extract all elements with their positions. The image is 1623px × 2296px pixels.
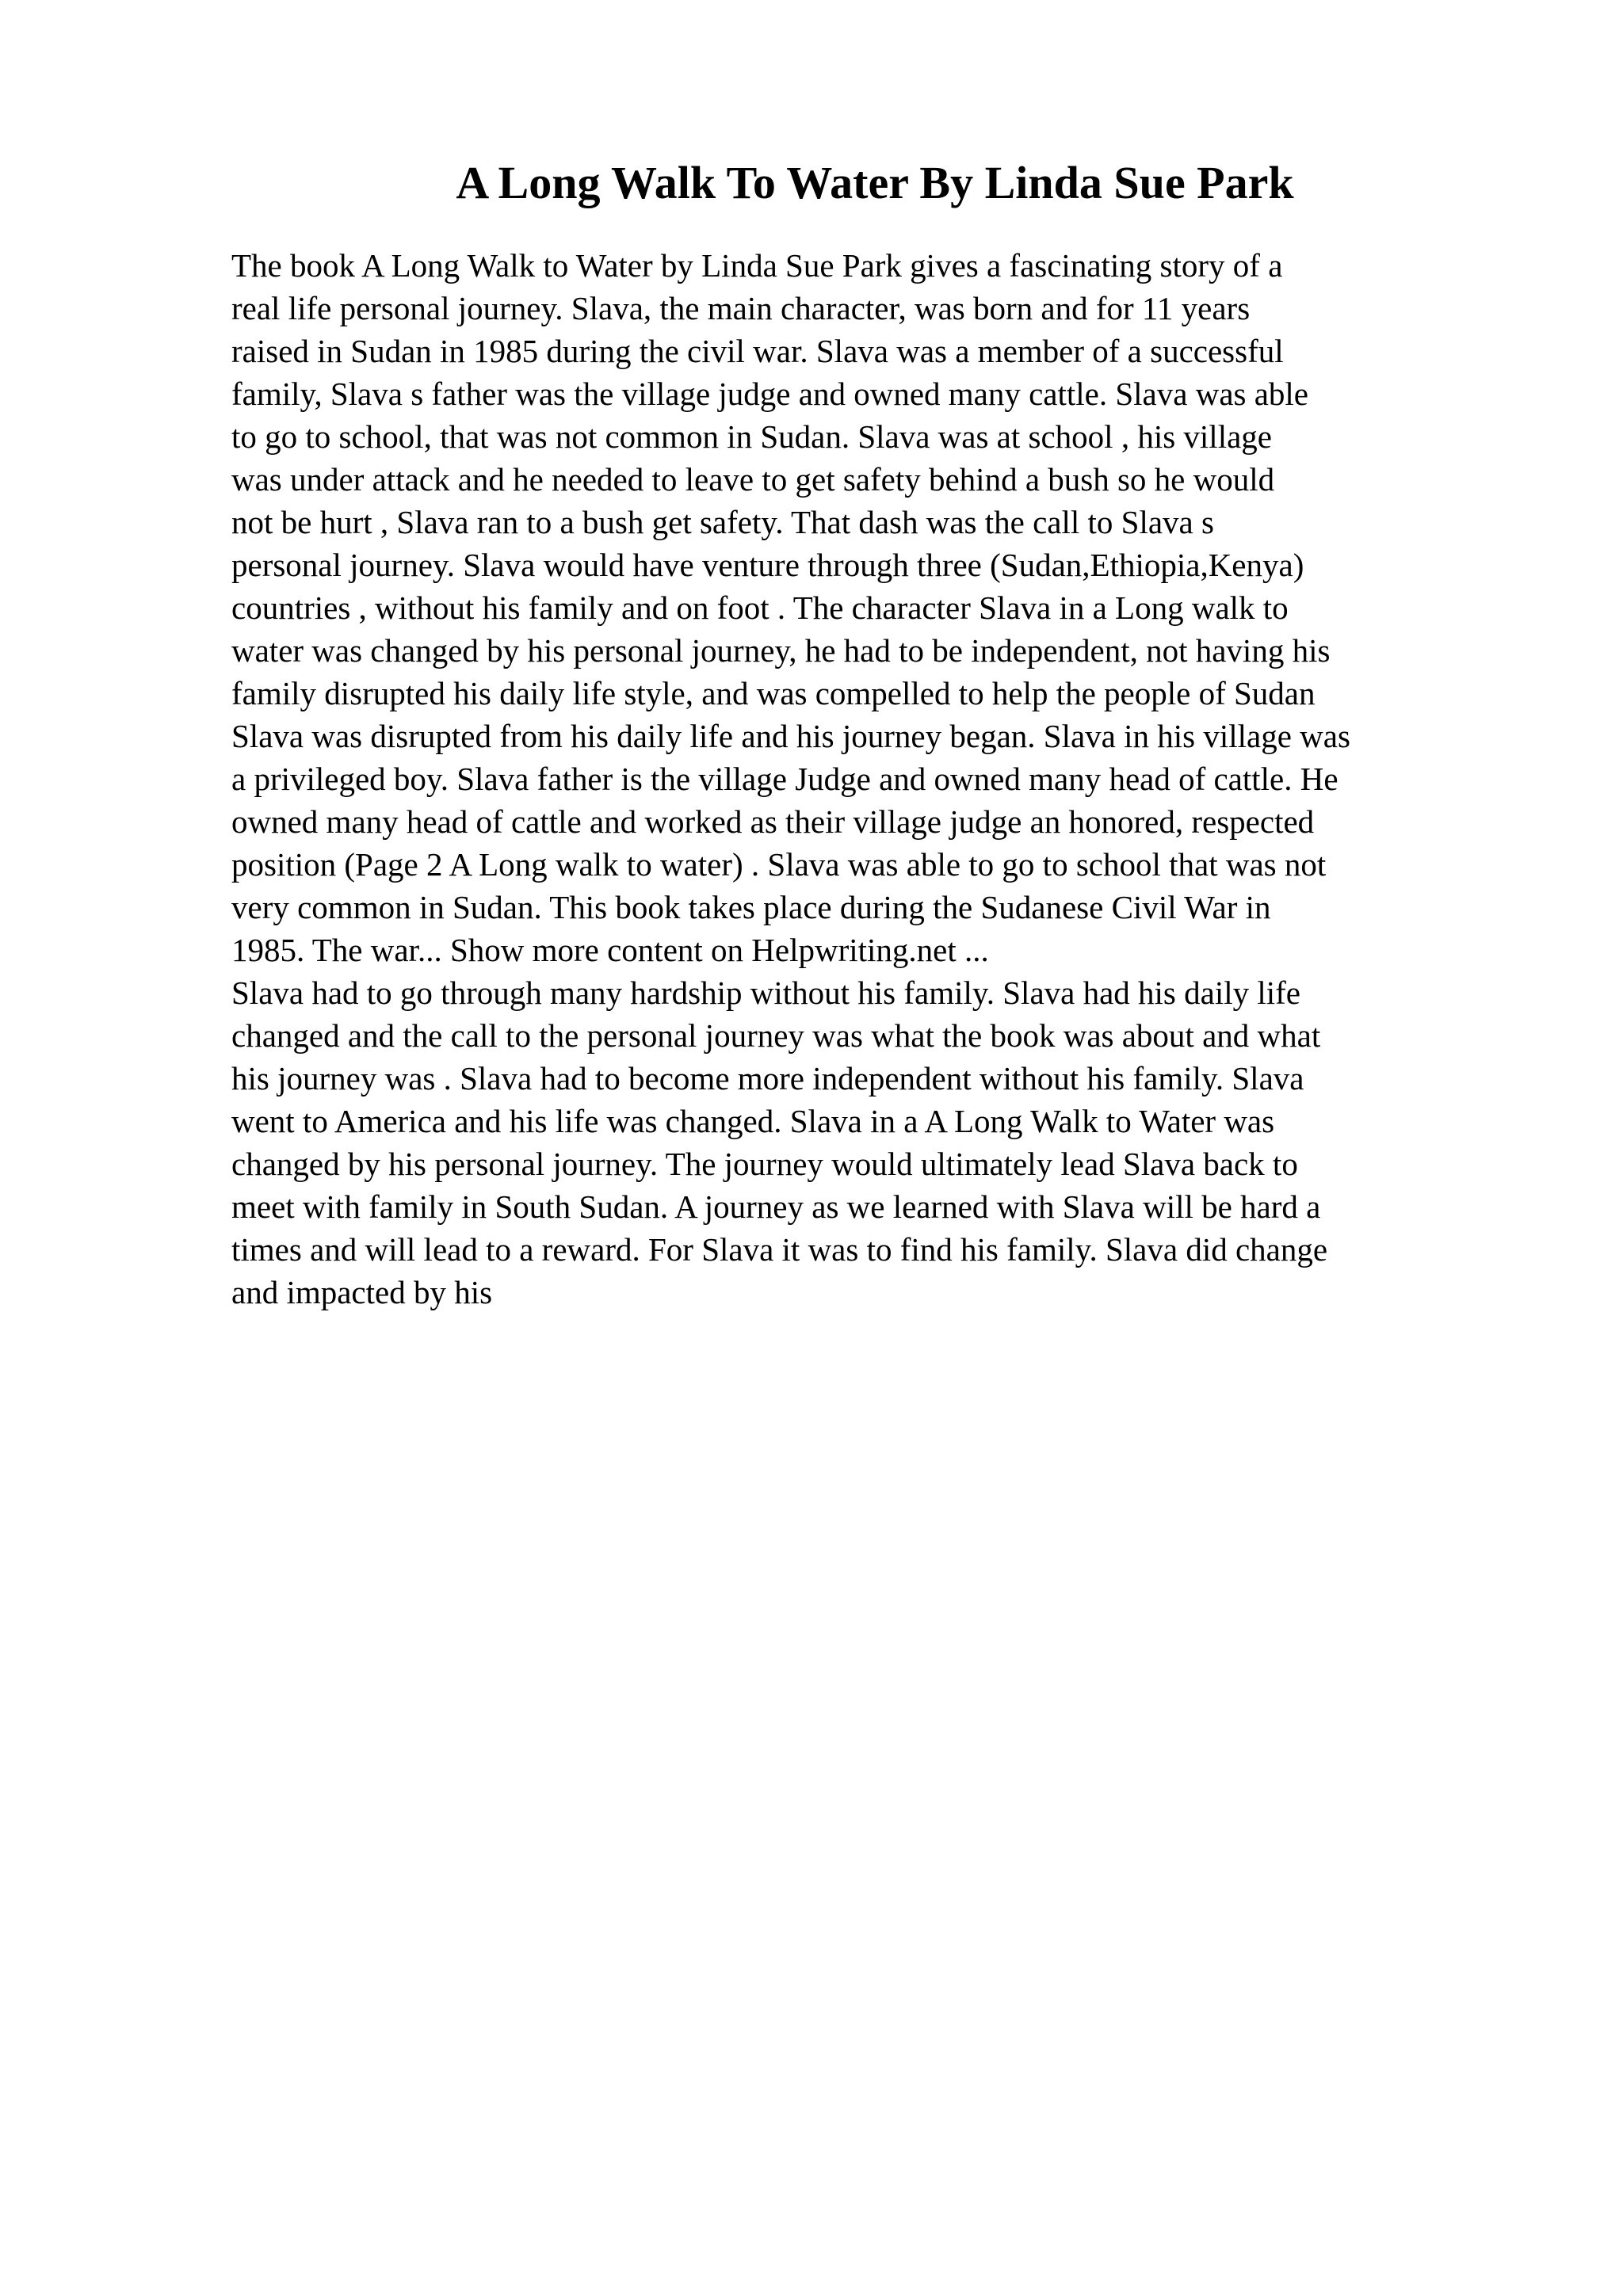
body-line: Slava had to go through many hardship without his family. Slava had his daily life xyxy=(231,974,1300,1011)
body-line: Slava was disrupted from his daily life and his journey began. Slava in his village was xyxy=(231,718,1350,754)
body-line: raised in Sudan in 1985 during the civil war. Slava was a member of a successful xyxy=(231,333,1284,369)
body-line: not be hurt , Slava ran to a bush get safety. That dash was the call to Slava s xyxy=(231,504,1214,540)
body-line: The book A Long Walk to Water by Linda Sue Park gives a fascinating story of a xyxy=(231,247,1283,284)
body-line: went to America and his life was changed. Slava in a A Long Walk to Water was xyxy=(231,1103,1275,1139)
body-line: meet with family in South Sudan. A journey as we learned with Slava will be hard a xyxy=(231,1188,1321,1225)
document-body xyxy=(231,244,1610,1314)
body-line: water was changed by his personal journey, he had to be independent, not having his xyxy=(231,632,1331,669)
body-line: changed and the call to the personal journey was what the book was about and what xyxy=(231,1017,1321,1054)
body-line: very common in Sudan. This book takes place during the Sudanese Civil War in xyxy=(231,889,1271,925)
body-line: owned many head of cattle and worked as their village judge an honored, respected xyxy=(231,803,1315,840)
body-line: real life personal journey. Slava, the main character, was born and for 11 years xyxy=(231,290,1251,326)
body-line: and impacted by his xyxy=(231,1274,493,1310)
body-line: to go to school, that was not common in Sudan. Slava was at school , his village xyxy=(231,418,1272,455)
body-line: countries , without his family and on foot . The character Slava in a Long walk to xyxy=(231,589,1289,626)
body-line: his journey was . Slava had to become more independent without his family. Slava xyxy=(231,1060,1304,1097)
body-line: 1985. The war... Show more content on Helpwriting.net ... xyxy=(231,932,989,968)
body-line: personal journey. Slava would have venture through three (Sudan,Ethiopia,Kenya) xyxy=(231,547,1304,583)
body-line: a privileged boy. Slava father is the village Judge and owned many head of cattle. He xyxy=(231,761,1338,797)
body-line: family, Slava s father was the village judge and owned many cattle. Slava was able xyxy=(231,376,1309,412)
body-line: was under attack and he needed to leave to get safety behind a bush so he would xyxy=(231,461,1275,498)
body-line: family disrupted his daily life style, and was compelled to help the people of Sudan xyxy=(231,675,1316,711)
body-line: times and will lead to a reward. For Slava it was to find his family. Slava did change xyxy=(231,1231,1328,1268)
body-line: position (Page 2 A Long walk to water) . Slava was able to go to school that was not xyxy=(231,846,1327,883)
body-line: changed by his personal journey. The journey would ultimately lead Slava back to xyxy=(231,1146,1298,1182)
document-title: A Long Walk To Water By Linda Sue Park xyxy=(456,157,1294,208)
